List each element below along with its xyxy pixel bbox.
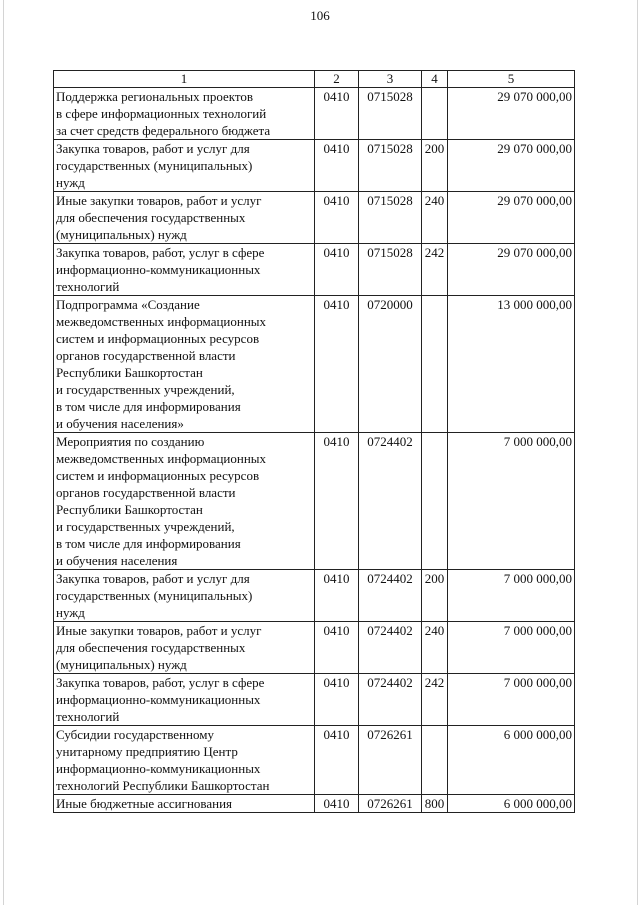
row-name-line: в сфере информационных технологий: [56, 106, 267, 121]
row-amount: 7 000 000,00: [448, 622, 575, 674]
row-name-line: и обучения населения»: [56, 416, 184, 431]
row-amount: 6 000 000,00: [448, 795, 575, 813]
row-name-line: в том числе для информирования: [56, 536, 241, 551]
row-name-line: (муниципальных) нужд: [56, 657, 187, 672]
table-row: [54, 433, 575, 570]
row-name-line: Закупка товаров, работ, услуг в сфере: [56, 675, 265, 690]
row-name-line: Республики Башкортостан: [56, 365, 203, 380]
row-name-line: за счет средств федерального бюджета: [56, 123, 271, 138]
row-name-line: государственных (муниципальных): [56, 158, 253, 173]
row-name: [54, 296, 315, 433]
row-name-line: систем и информационных ресурсов: [56, 331, 260, 346]
row-target-code: 0724402: [359, 433, 422, 570]
row-name-line: государственных (муниципальных): [56, 588, 253, 603]
row-expense-type: 242: [422, 674, 448, 726]
row-name-line: в том числе для информирования: [56, 399, 241, 414]
table-row: [54, 795, 575, 813]
row-name: [54, 192, 315, 244]
row-amount: 7 000 000,00: [448, 433, 575, 570]
row-expense-type: 240: [422, 622, 448, 674]
row-expense-type: [422, 296, 448, 433]
table-row: [54, 192, 575, 244]
page-edge-right: [637, 0, 638, 905]
row-amount: 29 070 000,00: [448, 192, 575, 244]
header-col-1: 1: [54, 71, 315, 88]
row-target-code: 0715028: [359, 192, 422, 244]
table-row: [54, 726, 575, 795]
row-target-code: 0724402: [359, 570, 422, 622]
row-amount: 7 000 000,00: [448, 570, 575, 622]
row-name-line: для обеспечения государственных: [56, 640, 246, 655]
row-name-line: технологий: [56, 279, 120, 294]
row-name-line: органов государственной власти: [56, 348, 236, 363]
table-row: [54, 674, 575, 726]
row-expense-type: 800: [422, 795, 448, 813]
budget-table: [53, 70, 575, 813]
row-name-line: нужд: [56, 175, 85, 190]
row-expense-type: 200: [422, 140, 448, 192]
row-expense-type: [422, 726, 448, 795]
row-target-code: 0724402: [359, 622, 422, 674]
row-name: [54, 622, 315, 674]
row-name-line: Мероприятия по созданию: [56, 434, 205, 449]
row-name-line: Иные закупки товаров, работ и услуг: [56, 193, 262, 208]
row-name-line: систем и информационных ресурсов: [56, 468, 260, 483]
row-name-line: органов государственной власти: [56, 485, 236, 500]
header-col-5: 5: [448, 71, 575, 88]
row-name-line: Поддержка региональных проектов: [56, 89, 254, 104]
table-row: [54, 622, 575, 674]
row-name-line: Субсидии государственному: [56, 727, 214, 742]
row-target-code: 0715028: [359, 244, 422, 296]
row-name-line: унитарному предприятию Центр: [56, 744, 238, 759]
row-amount: 29 070 000,00: [448, 140, 575, 192]
row-section-code: 0410: [315, 244, 359, 296]
row-name-line: информационно-коммуникационных: [56, 692, 261, 707]
table-body: [54, 88, 575, 813]
row-name-line: и обучения населения: [56, 553, 178, 568]
row-name-line: технологий Республики Башкортостан: [56, 778, 270, 793]
row-expense-type: 240: [422, 192, 448, 244]
row-section-code: 0410: [315, 296, 359, 433]
row-target-code: 0726261: [359, 795, 422, 813]
row-amount: 29 070 000,00: [448, 88, 575, 140]
row-section-code: 0410: [315, 726, 359, 795]
row-target-code: 0726261: [359, 726, 422, 795]
row-section-code: 0410: [315, 795, 359, 813]
row-name-line: нужд: [56, 605, 85, 620]
table-row: [54, 244, 575, 296]
row-name-line: для обеспечения государственных: [56, 210, 246, 225]
row-name-line: Закупка товаров, работ, услуг в сфере: [56, 245, 265, 260]
row-name-line: и государственных учреждений,: [56, 382, 235, 397]
table-row: [54, 140, 575, 192]
row-amount: 29 070 000,00: [448, 244, 575, 296]
row-name: [54, 674, 315, 726]
row-target-code: 0715028: [359, 88, 422, 140]
row-target-code: 0715028: [359, 140, 422, 192]
row-name: [54, 88, 315, 140]
row-section-code: 0410: [315, 140, 359, 192]
table-row: [54, 296, 575, 433]
table-row: [54, 88, 575, 140]
row-name-line: Иные бюджетные ассигнования: [56, 796, 233, 811]
row-section-code: 0410: [315, 570, 359, 622]
row-name: [54, 433, 315, 570]
row-name-line: и государственных учреждений,: [56, 519, 235, 534]
row-section-code: 0410: [315, 88, 359, 140]
row-name-line: Подпрограмма «Создание: [56, 297, 200, 312]
header-row: [54, 71, 575, 88]
row-name: [54, 726, 315, 795]
row-section-code: 0410: [315, 622, 359, 674]
row-name-line: технологий: [56, 709, 120, 724]
row-name: [54, 244, 315, 296]
row-section-code: 0410: [315, 192, 359, 244]
row-name-line: Закупка товаров, работ и услуг для: [56, 141, 250, 156]
row-target-code: 0724402: [359, 674, 422, 726]
row-amount: 6 000 000,00: [448, 726, 575, 795]
row-name-line: межведомственных информационных: [56, 451, 267, 466]
row-name-line: информационно-коммуникационных: [56, 761, 261, 776]
row-name-line: (муниципальных) нужд: [56, 227, 187, 242]
row-target-code: 0720000: [359, 296, 422, 433]
header-col-4: 4: [422, 71, 448, 88]
row-amount: 7 000 000,00: [448, 674, 575, 726]
row-name: [54, 140, 315, 192]
row-name-line: информационно-коммуникационных: [56, 262, 261, 277]
row-name: [54, 570, 315, 622]
row-section-code: 0410: [315, 674, 359, 726]
row-name-line: Закупка товаров, работ и услуг для: [56, 571, 250, 586]
row-name-line: Иные закупки товаров, работ и услуг: [56, 623, 262, 638]
row-name-line: межведомственных информационных: [56, 314, 267, 329]
row-expense-type: [422, 88, 448, 140]
row-name-line: Республики Башкортостан: [56, 502, 203, 517]
row-section-code: 0410: [315, 433, 359, 570]
header-col-3: 3: [359, 71, 422, 88]
page-number: 106: [310, 8, 330, 23]
row-name: [54, 795, 315, 813]
page-edge-left: [3, 0, 4, 905]
row-amount: 13 000 000,00: [448, 296, 575, 433]
row-expense-type: [422, 433, 448, 570]
header-col-2: 2: [315, 71, 359, 88]
row-expense-type: 242: [422, 244, 448, 296]
row-expense-type: 200: [422, 570, 448, 622]
table-row: [54, 570, 575, 622]
